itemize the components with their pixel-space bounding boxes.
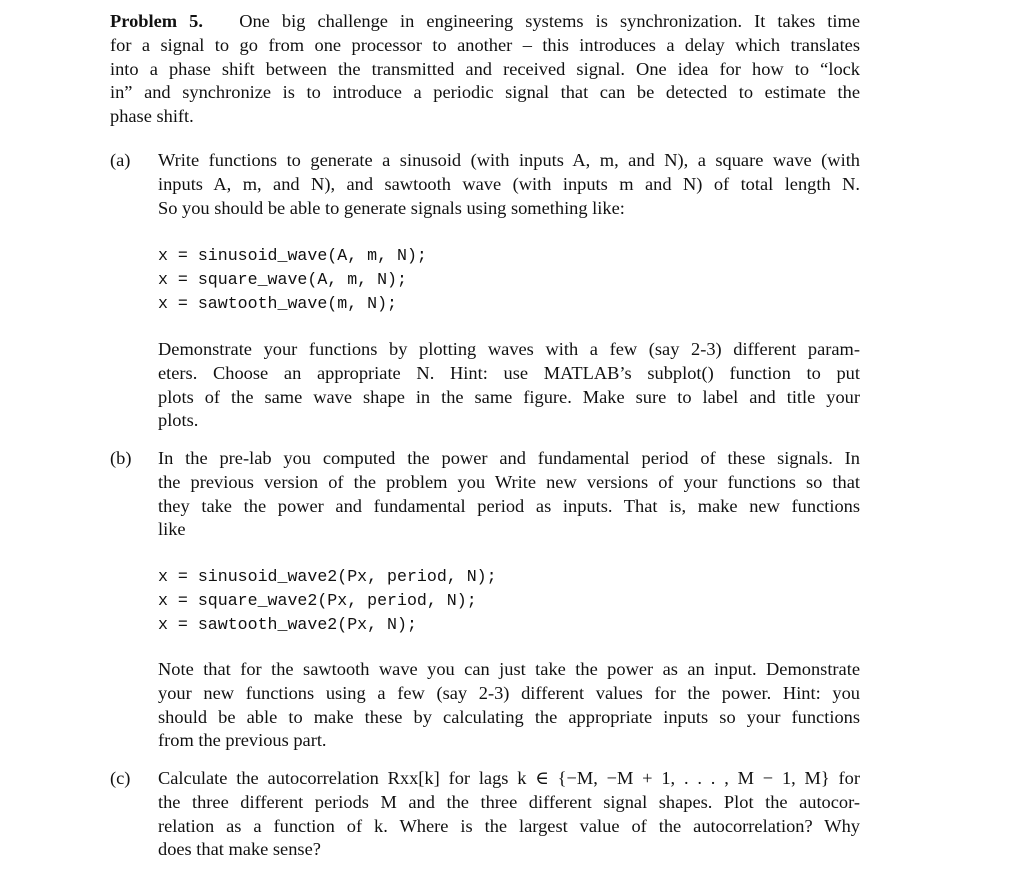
code-line: x = square_wave(A, m, N); [158, 269, 407, 289]
part-a-line-3: So you should be able to generate signals using something like: [158, 197, 625, 218]
part-b-line-2: the previous version of the problem you Write new versions of your functions so that [158, 471, 860, 492]
part-c-line-3: relation as a function of k. Where is the largest value of the autocorrelation? Why [158, 815, 860, 836]
code-line: x = sinusoid_wave(A, m, N); [158, 246, 427, 265]
problem-intro [110, 10, 860, 129]
part-b-follow-line-1: Note that for the sawtooth wave you can just take the power as an input. Demonstrate [158, 659, 860, 679]
intro-line-4: in” and synchronize is to introduce a periodic signal that can be detected to estimate the [110, 82, 860, 103]
part-c-line-1: Calculate the autocorrelation Rxx[k] for lags k ∈ {−M, −M + 1, . . . , M − 1, M} for [158, 768, 860, 788]
part-a-follow-line-3: plots of the same wave shape in the same figure. Make sure to label and title your [158, 386, 860, 407]
part-c-line-4: does that make sense? [158, 839, 321, 860]
part-a-code [158, 244, 427, 315]
part-b-follow-line-3: should be able to make these by calculating the appropriate inputs so your functions [158, 706, 860, 727]
part-a-follow-line-4: plots. [158, 410, 199, 431]
part-b-label: (b) [110, 448, 132, 468]
part-a-label: (a) [110, 150, 131, 170]
part-a-followup [158, 338, 860, 433]
code-line: x = sawtooth_wave2(Px, N); [158, 614, 417, 634]
part-a-follow-line-2: eters. Choose an appropriate N. Hint: use MATLAB’s subplot() function to put [158, 362, 860, 383]
code-line: x = sawtooth_wave(m, N); [158, 293, 397, 313]
intro-line-2: for a signal to go from one processor to another – this introduces a delay which translates [110, 34, 860, 55]
part-b-follow-line-2: your new functions using a few (say 2-3) different values for the power. Hint: you [158, 682, 860, 703]
part-b-line-1: In the pre-lab you computed the power and fundamental period of these signals. In [158, 448, 860, 468]
part-a-line-1: Write functions to generate a sinusoid (with inputs A, m, and N), a square wave (with [158, 150, 860, 170]
part-c-line-2: the three different periods M and the three different signal shapes. Plot the autocor- [158, 791, 860, 812]
part-b [110, 447, 860, 542]
part-c-label: (c) [110, 768, 131, 788]
code-line: x = square_wave2(Px, period, N); [158, 590, 477, 610]
part-a-line-2: inputs A, m, and N), and sawtooth wave (with inputs m and N) of total length N. [158, 173, 860, 194]
intro-line-5: phase shift. [110, 106, 194, 127]
part-b-line-4: like [158, 519, 186, 540]
part-b-line-3: they take the power and fundamental period as inputs. That is, make new functions [158, 495, 860, 516]
part-c [110, 767, 860, 862]
code-line: x = sinusoid_wave2(Px, period, N); [158, 567, 497, 586]
part-b-follow-line-4: from the previous part. [158, 730, 327, 751]
part-b-code [158, 565, 497, 636]
part-b-followup [158, 658, 860, 753]
part-a [110, 149, 860, 220]
intro-line-1: Problem 5. One big challenge in engineering systems is synchronization. It takes time [110, 11, 860, 31]
part-a-follow-line-1: Demonstrate your functions by plotting waves with a few (say 2-3) different param- [158, 339, 860, 359]
problem-heading: Problem 5. [110, 11, 203, 31]
intro-line-3: into a phase shift between the transmitted and received signal. One idea for how to “lock [110, 58, 860, 79]
